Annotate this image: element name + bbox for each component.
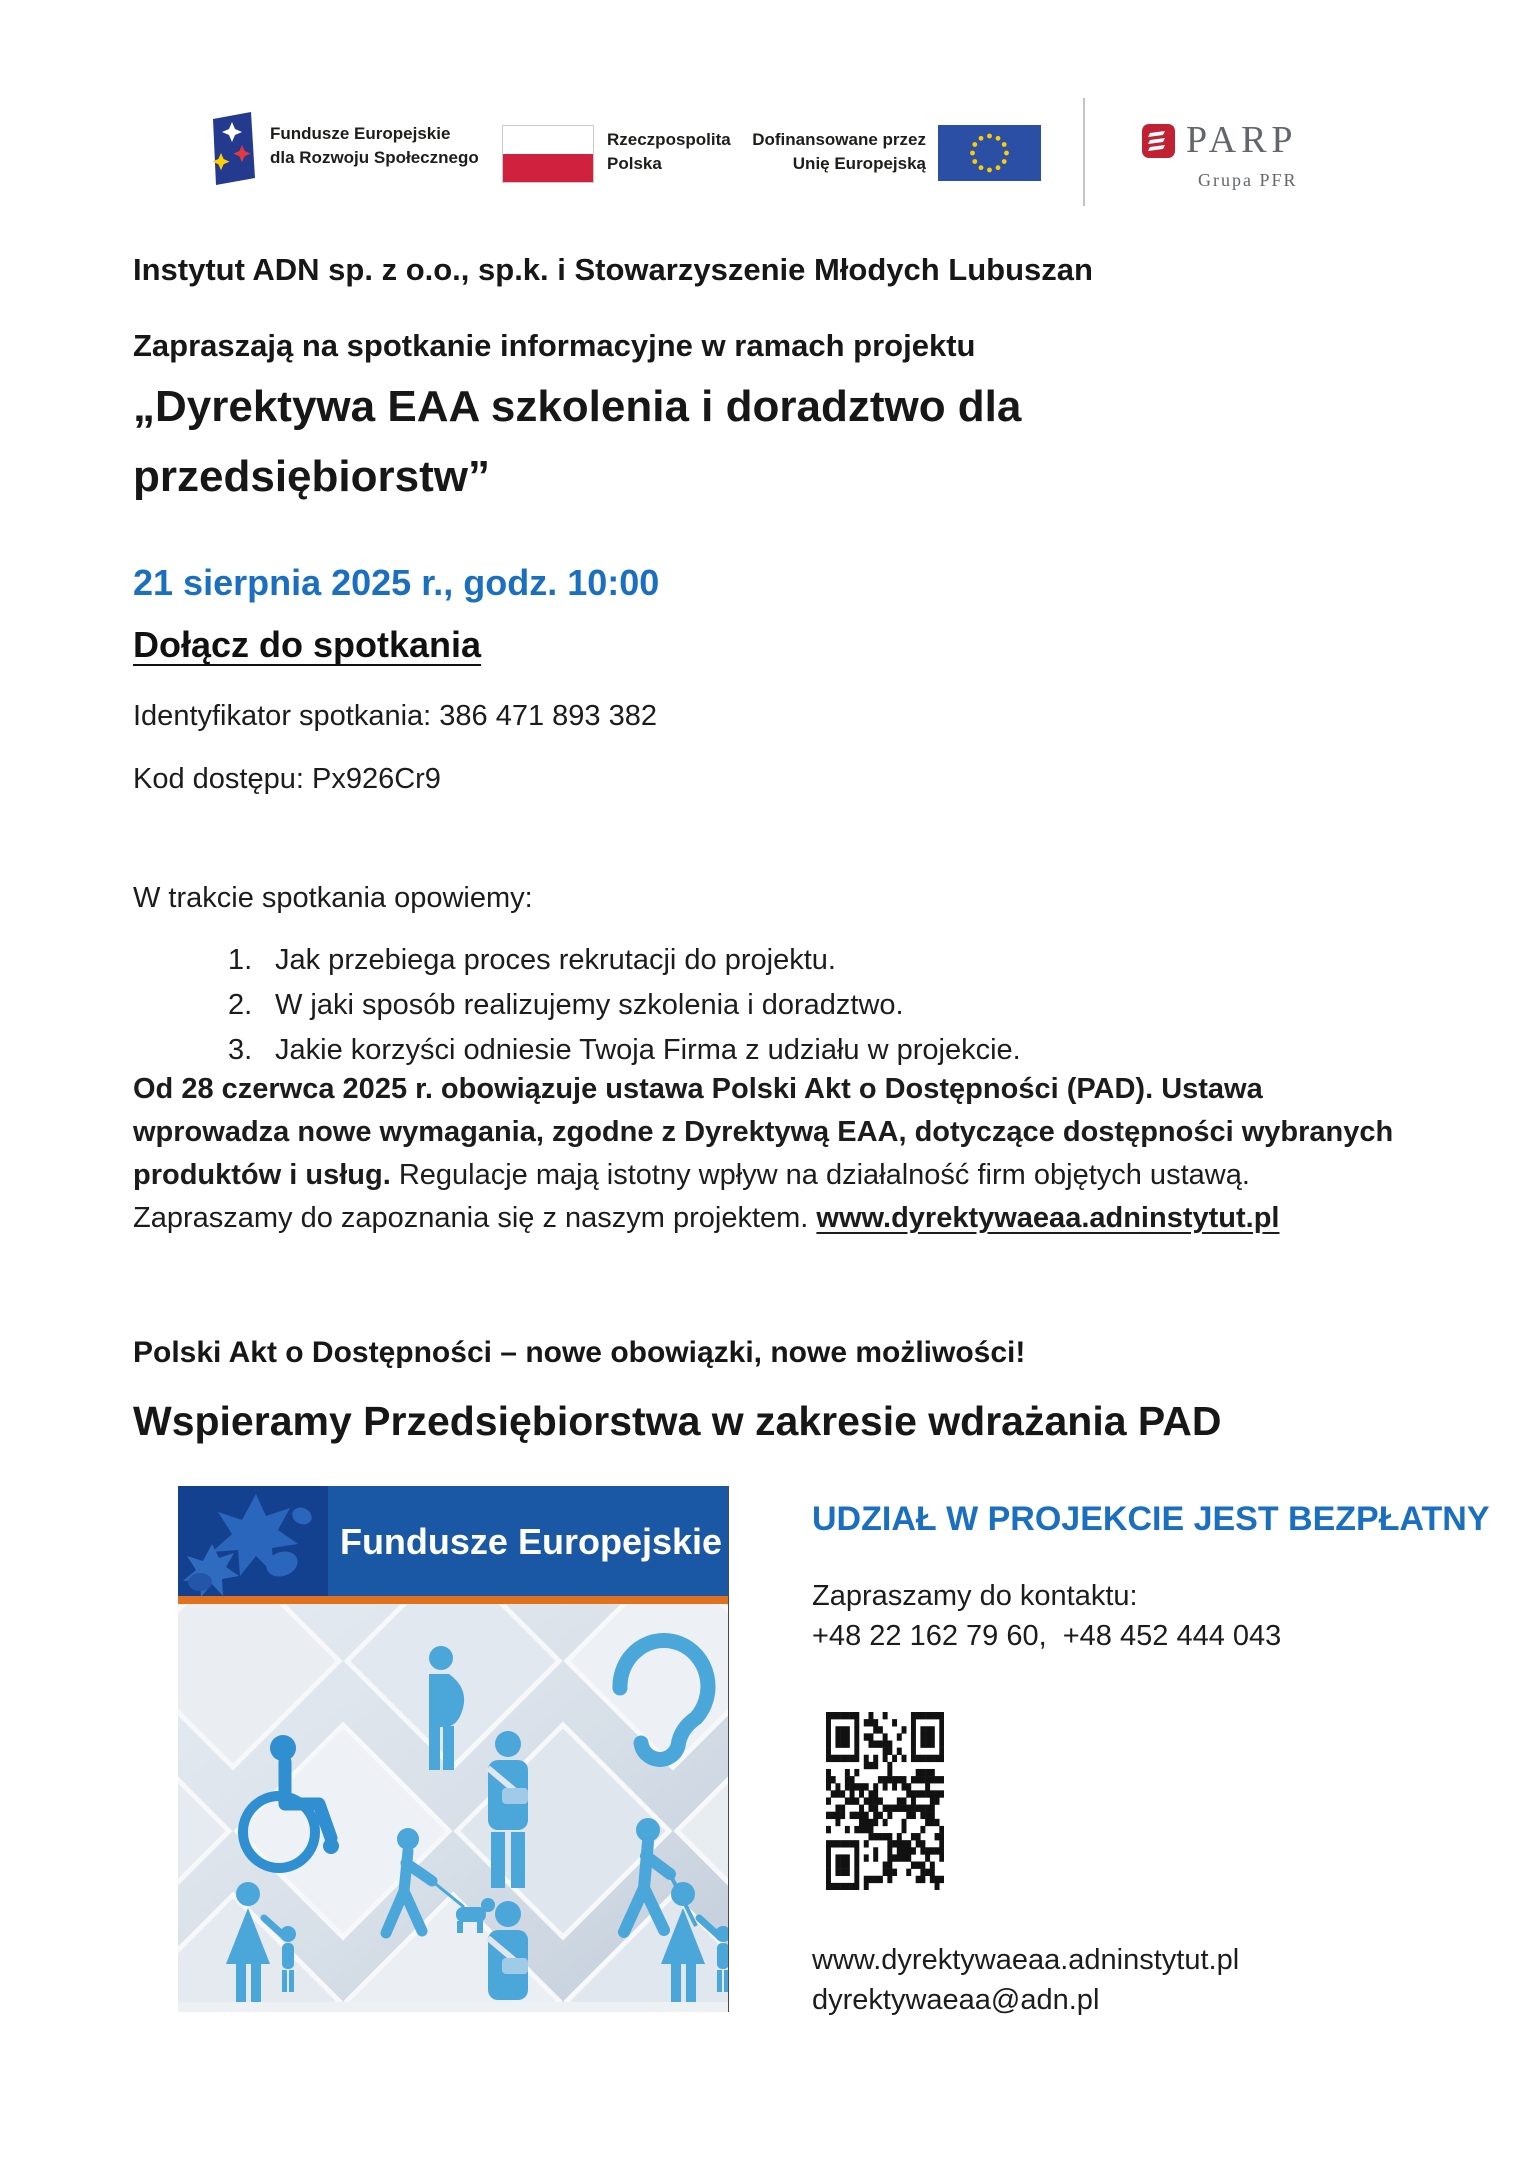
eu-line2: Unię Europejską (792, 154, 926, 173)
agenda-list (133, 938, 1403, 1073)
pad-paragraph-regular: Regulacje mają istotny wpływ na działalność firm objętych ustawą. Zapraszamy do zapoznania się z naszym projektem. (133, 1159, 1250, 1234)
pad-paragraph-bold: Od 28 czerwca 2025 r. obowiązuje ustawa Polski Akt o Dostępności (PAD). Ustawa wprowadza nowe wymagania, zgodne z Dyrektywą EAA, dotyczące dostępności wybranych produktów i usług. (133, 1073, 1394, 1191)
free-participation-heading: UDZIAŁ W PROJEKCIE JEST BEZPŁATNY (812, 1500, 1490, 1538)
website-link[interactable]: www.dyrektywaeaa.adninstytut.pl (812, 1944, 1240, 1976)
project-title: „Dyrektywa EAA szkolenia i doradztwo dla przedsiębiorstw” (133, 382, 1022, 501)
poster-banner-title: Fundusze Europejskie (339, 1521, 723, 1562)
parp-icon (1142, 124, 1175, 163)
list-item (133, 1028, 1403, 1073)
pad-paragraph (133, 1068, 1403, 1240)
support-heading: Wspieramy Przedsiębiorstwa w zakresie wdrażania PAD (133, 1398, 1222, 1444)
contact-invite: Zapraszamy do kontaktu: (812, 1580, 1138, 1612)
list-item-text: Jak przebiega proces rekrutacji do projektu. (275, 944, 836, 976)
parp-name: PARP (1186, 119, 1298, 161)
project-website-link[interactable]: www.dyrektywaeaa.adninstytut.pl (816, 1202, 1280, 1234)
accessibility-poster (178, 1486, 729, 2012)
organizers-line: Instytut ADN sp. z o.o., sp.k. i Stowarzyszenie Młodych Lubuszan (133, 252, 1093, 287)
slogan-line: Polski Akt o Dostępności – nowe obowiązki, nowe możliwości! (133, 1336, 1026, 1369)
list-item (133, 983, 1403, 1028)
parp-group: Grupa PFR (1198, 170, 1298, 190)
agenda-heading: W trakcie spotkania opowiemy: (133, 882, 533, 914)
fe-logo-line2: dla Rozwoju Społecznego (270, 148, 479, 167)
poland-line2: Polska (607, 154, 662, 173)
eu-line1: Dofinansowane przez (752, 130, 926, 149)
eu-flag-icon (938, 125, 1041, 186)
poland-line1: Rzeczpospolita (607, 130, 731, 149)
fe-flag-icon (208, 112, 256, 186)
fe-logo (208, 112, 256, 191)
list-item-number: 1. (228, 944, 253, 976)
list-item-number: 3. (228, 1034, 253, 1066)
meeting-datetime: 21 sierpnia 2025 r., godz. 10:00 (133, 562, 660, 603)
poster-orange-stripe (178, 1596, 729, 1604)
fe-logo-line1: Fundusze Europejskie (270, 124, 451, 143)
qr-code-svg (826, 1712, 944, 1890)
join-meeting-link[interactable]: Dołącz do spotkania (133, 624, 482, 665)
access-code: Kod dostępu: Px926Cr9 (133, 763, 441, 795)
list-item-text: Jakie korzyści odniesie Twoja Firma z udziału w projekcie. (275, 1034, 1021, 1066)
meeting-id: Identyfikator spotkania: 386 471 893 382 (133, 700, 657, 732)
header-divider (1083, 98, 1085, 206)
contact-phones: +48 22 162 79 60, +48 452 444 043 (812, 1620, 1282, 1652)
invite-line: Zapraszają na spotkanie informacyjne w ramach projektu (133, 328, 976, 363)
email-link[interactable]: dyrektywaeaa@adn.pl (812, 1984, 1100, 2016)
fe-logo-caption (270, 122, 479, 170)
eu-caption (700, 128, 926, 176)
list-item-number: 2. (228, 989, 253, 1021)
list-item (133, 938, 1403, 983)
fe-constellation-icon (178, 1486, 328, 1597)
poland-flag-icon (502, 125, 594, 183)
qr-code (826, 1712, 944, 1890)
list-item-text: W jaki sposób realizujemy szkolenia i doradztwo. (275, 989, 904, 1021)
